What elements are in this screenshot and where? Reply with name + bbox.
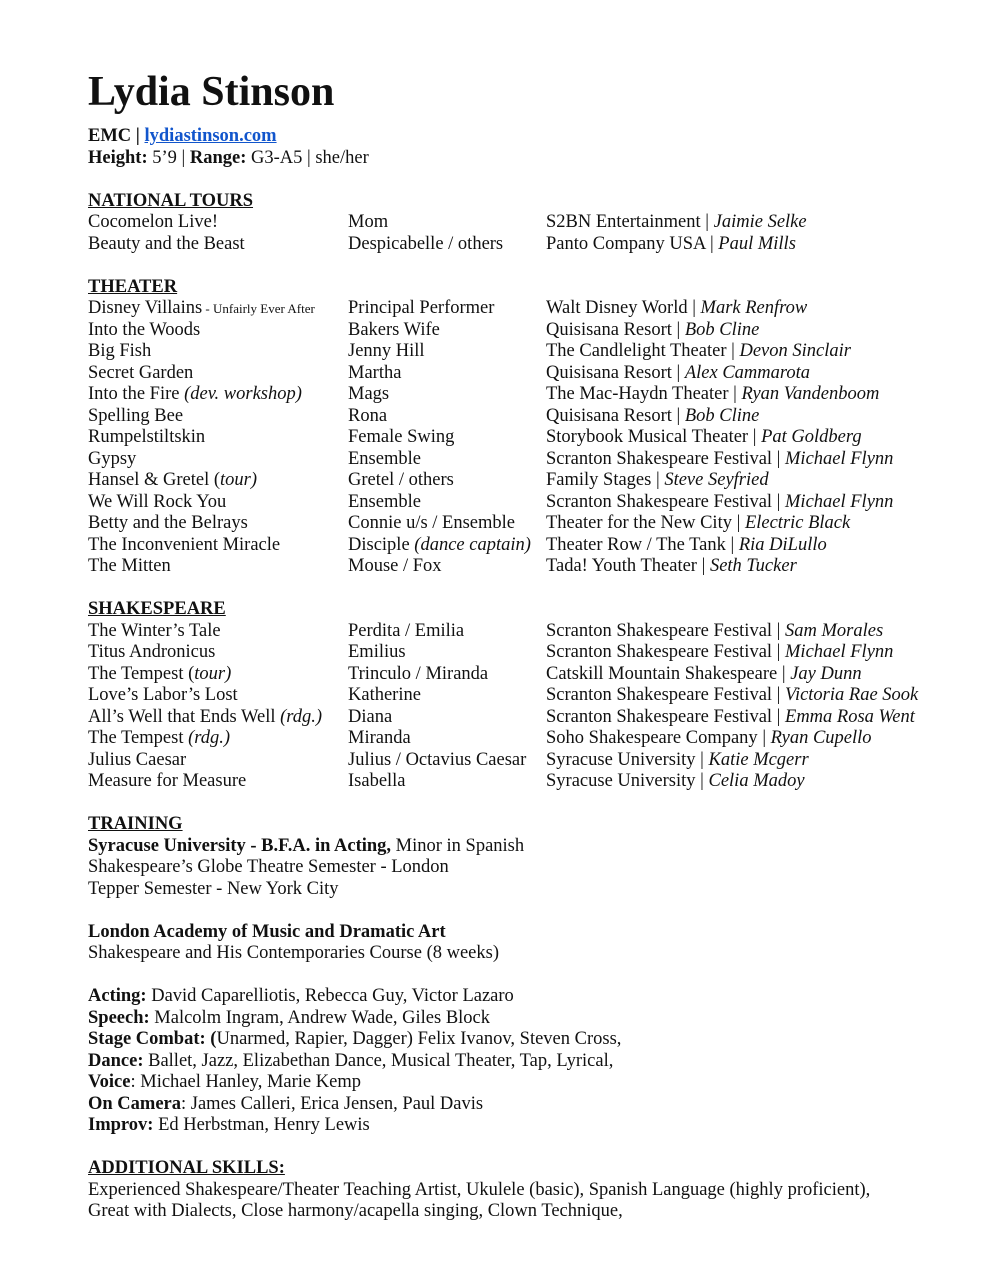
credit-role	[348, 707, 546, 729]
director-name: Victoria Rae Sook	[785, 685, 919, 705]
credit-show	[88, 685, 348, 707]
role-name: Mags	[348, 384, 390, 404]
credit-company	[546, 298, 807, 320]
credit-role	[348, 320, 546, 342]
tours-credits	[88, 212, 968, 255]
credit-role	[348, 298, 546, 320]
show-title: The Mitten	[88, 556, 171, 576]
teacher-names: Malcolm Ingram, Andrew Wade, Giles Block	[149, 1007, 491, 1028]
show-title: Spelling Bee	[88, 405, 184, 426]
credit-role	[348, 492, 546, 514]
credit-row	[88, 384, 968, 406]
credit-show	[88, 341, 348, 363]
credit-row	[88, 212, 968, 234]
role-name: Rona	[348, 405, 388, 426]
credit-show	[88, 513, 348, 535]
director-name: Seth Tucker	[709, 556, 797, 576]
credit-show	[88, 707, 348, 729]
credit-show	[88, 212, 348, 234]
director-name: Pat Goldberg	[761, 427, 862, 447]
director-name: Electric Black	[744, 513, 851, 533]
director-name: Michael Flynn	[785, 642, 894, 662]
credit-company	[546, 234, 796, 256]
training-lamda-course: Shakespeare and His Contemporaries Course (8 weeks)	[88, 943, 499, 963]
show-title: Cocomelon Live!	[88, 212, 218, 232]
separator: |	[777, 663, 791, 684]
credit-row	[88, 513, 968, 535]
credit-company	[546, 664, 862, 686]
show-title: The Tempest (	[88, 663, 195, 684]
show-title: We Will Rock You	[88, 491, 227, 512]
credit-row	[88, 363, 968, 385]
credit-show	[88, 728, 348, 750]
credit-role	[348, 470, 546, 492]
credit-role	[348, 621, 546, 643]
company-name: Storybook Musical Theater	[546, 427, 749, 447]
show-title: Measure for Measure	[88, 771, 247, 791]
credit-company	[546, 750, 809, 772]
section-heading-theater: THEATER	[88, 276, 178, 297]
teacher-row	[88, 1115, 968, 1137]
company-name: Scranton Shakespeare Festival	[546, 685, 773, 705]
credit-role	[348, 535, 546, 557]
credit-role	[348, 384, 546, 406]
training-syracuse	[88, 836, 968, 858]
training-lamda: London Academy of Music and Dramatic Art	[88, 921, 446, 942]
separator: |	[726, 341, 740, 361]
teacher-names: David Caparelliotis, Rebecca Guy, Victor Lazaro	[146, 986, 514, 1006]
separator: |	[772, 642, 786, 662]
teacher-row	[88, 1072, 968, 1094]
company-name: Soho Shakespeare Company	[546, 728, 758, 748]
credit-role	[348, 234, 546, 256]
company-name: Scranton Shakespeare Festival	[546, 706, 773, 727]
teacher-names: : Michael Hanley, Marie Kemp	[130, 1072, 361, 1092]
teacher-row	[88, 1008, 968, 1030]
director-name: Alex Cammarota	[684, 362, 811, 383]
company-name: Scranton Shakespeare Festival	[546, 642, 773, 662]
credit-company	[546, 642, 893, 664]
company-name: Panto Company USA	[546, 233, 706, 254]
separator: |	[705, 233, 719, 254]
credit-row	[88, 728, 968, 750]
credit-row	[88, 427, 968, 449]
credit-show	[88, 771, 348, 793]
director-name: Michael Flynn	[785, 448, 894, 469]
credit-show	[88, 234, 348, 256]
credit-row	[88, 449, 968, 471]
credit-row	[88, 750, 968, 772]
separator: |	[772, 491, 786, 512]
credit-role	[348, 406, 546, 428]
director-name: Steve Seyfried	[664, 470, 769, 490]
director-name: Bob Cline	[684, 319, 760, 340]
company-name: Catskill Mountain Shakespeare	[546, 663, 778, 684]
show-title: Secret Garden	[88, 362, 194, 383]
credit-show	[88, 320, 348, 342]
credit-role	[348, 642, 546, 664]
credit-company	[546, 470, 769, 492]
separator: |	[731, 513, 745, 533]
separator: |	[671, 319, 685, 340]
company-name: S2BN Entertainment	[546, 212, 701, 232]
director-name: Devon Sinclair	[739, 341, 851, 361]
show-title: Beauty and the Beast	[88, 233, 245, 254]
credit-company	[546, 535, 827, 557]
credit-show	[88, 556, 348, 578]
separator: |	[651, 470, 665, 490]
separator: |	[772, 685, 786, 705]
role-name: Jenny Hill	[348, 341, 425, 361]
credit-row	[88, 556, 968, 578]
skills-line-2: Great with Dialects, Close harmony/acapella singing, Clown Technique,	[88, 1201, 623, 1221]
show-subtitle: - Unfairly Ever After	[202, 301, 315, 316]
separator: |	[687, 298, 701, 318]
training-globe: Shakespeare’s Globe Theatre Semester - London	[88, 857, 449, 877]
credit-row	[88, 642, 968, 664]
director-name: Ryan Cupello	[770, 728, 872, 748]
credit-row	[88, 341, 968, 363]
company-name: Theater for the New City	[546, 513, 732, 533]
section-heading-skills: ADDITIONAL SKILLS:	[88, 1158, 285, 1178]
separator: |	[695, 771, 709, 791]
credit-role	[348, 728, 546, 750]
show-title: Hansel & Gretel (	[88, 470, 221, 490]
show-title: Titus Andronicus	[88, 642, 216, 662]
show-title: Big Fish	[88, 341, 152, 361]
credit-show	[88, 492, 348, 514]
role-name: Diana	[348, 706, 393, 727]
role-name: Perdita / Emilia	[348, 620, 465, 641]
resume-content	[88, 66, 968, 1223]
credit-company	[546, 513, 850, 535]
separator: |	[695, 749, 709, 770]
credit-company	[546, 449, 893, 471]
role-name: Bakers Wife	[348, 319, 440, 340]
credit-company	[546, 320, 759, 342]
credit-company	[546, 771, 805, 793]
credit-role	[348, 341, 546, 363]
director-name: Emma Rosa Went	[785, 706, 915, 727]
director-name: Sam Morales	[785, 620, 884, 641]
credit-role	[348, 427, 546, 449]
credit-show	[88, 750, 348, 772]
show-title: Love’s Labor’s Lost	[88, 685, 238, 705]
show-title: Julius Caesar	[88, 749, 187, 770]
role-name: Trinculo / Miranda	[348, 663, 489, 684]
credit-company	[546, 556, 797, 578]
contact-line	[88, 126, 968, 148]
show-note: tour)	[194, 663, 232, 684]
credit-show	[88, 621, 348, 643]
role-name: Emilius	[348, 642, 406, 662]
credit-show	[88, 298, 348, 320]
role-name: Despicabelle / others	[348, 233, 504, 254]
training-syracuse-degree: Syracuse University - B.F.A. in Acting,	[88, 835, 392, 856]
credit-row	[88, 771, 968, 793]
company-name: The Candlelight Theater	[546, 341, 727, 361]
credit-row	[88, 470, 968, 492]
credit-company	[546, 728, 872, 750]
discipline-label: Dance:	[88, 1050, 144, 1071]
credit-role	[348, 556, 546, 578]
credit-row	[88, 406, 968, 428]
show-note: (rdg.)	[188, 728, 231, 748]
credit-row	[88, 707, 968, 729]
show-title: Gypsy	[88, 448, 137, 469]
candidate-name: Lydia Stinson	[88, 69, 335, 115]
company-name: Syracuse University	[546, 749, 696, 770]
teacher-names: Ballet, Jazz, Elizabethan Dance, Musical Theater, Tap, Lyrical,	[143, 1050, 614, 1071]
director-name: Jay Dunn	[790, 663, 862, 684]
union-status: EMC	[88, 126, 132, 146]
director-name: Mark Renfrow	[700, 298, 808, 318]
section-heading-tours: NATIONAL TOURS	[88, 190, 254, 211]
credit-company	[546, 341, 851, 363]
credit-role	[348, 664, 546, 686]
credit-row	[88, 492, 968, 514]
section-heading-shakespeare: SHAKESPEARE	[88, 599, 226, 619]
role-name: Miranda	[348, 728, 411, 748]
teacher-names: : James Calleri, Erica Jensen, Paul Davis	[181, 1093, 484, 1114]
role-note: (dance captain)	[414, 534, 531, 555]
show-note: tour)	[220, 470, 258, 490]
separator: |	[696, 556, 710, 576]
role-name: Katherine	[348, 685, 421, 705]
training-tepper: Tepper Semester - New York City	[88, 878, 339, 899]
credit-role	[348, 449, 546, 471]
credit-row	[88, 234, 968, 256]
separator: |	[772, 448, 786, 469]
company-name: Theater Row / The Tank	[546, 534, 726, 555]
show-title: The Tempest	[88, 728, 189, 748]
training-syracuse-minor: Minor in Spanish	[391, 835, 525, 856]
director-name: Ryan Vandenboom	[741, 384, 880, 404]
separator: |	[131, 126, 145, 146]
credit-row	[88, 664, 968, 686]
company-name: Scranton Shakespeare Festival	[546, 620, 773, 641]
separator: |	[772, 706, 786, 727]
height-value: 5’9 |	[147, 147, 190, 168]
skills-line-1: Experienced Shakespeare/Theater Teaching Artist, Ukulele (basic), Spanish Language (highly proficient),	[88, 1179, 871, 1200]
teacher-row	[88, 1029, 968, 1051]
credit-company	[546, 212, 807, 234]
show-note: (dev. workshop)	[184, 384, 302, 404]
director-name: Jaimie Selke	[713, 212, 807, 232]
director-name: Bob Cline	[684, 405, 760, 426]
theater-credits	[88, 298, 968, 578]
company-name: Syracuse University	[546, 771, 696, 791]
show-title: Disney Villains	[88, 298, 203, 318]
teacher-row	[88, 1051, 968, 1073]
role-name: Martha	[348, 362, 402, 383]
range-value: G3-A5 | she/her	[246, 147, 369, 168]
credit-role	[348, 771, 546, 793]
teacher-row	[88, 1094, 968, 1116]
role-name: Ensemble	[348, 491, 421, 512]
credit-show	[88, 363, 348, 385]
show-note: (rdg.)	[280, 706, 323, 727]
separator: |	[728, 384, 742, 404]
credit-role	[348, 750, 546, 772]
role-name: Female Swing	[348, 427, 455, 447]
role-name: Ensemble	[348, 448, 421, 469]
company-name: Quisisana Resort	[546, 362, 672, 383]
credit-show	[88, 449, 348, 471]
separator: |	[725, 534, 739, 555]
company-name: Scranton Shakespeare Festival	[546, 448, 773, 469]
shakespeare-credits	[88, 621, 968, 793]
range-label: Range:	[189, 147, 247, 168]
height-label: Height:	[88, 147, 148, 168]
stats-line	[88, 148, 968, 170]
show-title: Betty and the Belrays	[88, 513, 248, 533]
credit-show	[88, 427, 348, 449]
company-name: Quisisana Resort	[546, 405, 672, 426]
credit-company	[546, 685, 918, 707]
credit-row	[88, 320, 968, 342]
company-name: Walt Disney World	[546, 298, 688, 318]
role-name: Disciple	[348, 534, 415, 555]
credit-show	[88, 406, 348, 428]
separator: |	[671, 362, 685, 383]
teacher-row	[88, 986, 968, 1008]
director-name: Katie Mcgerr	[708, 749, 809, 770]
separator: |	[671, 405, 685, 426]
credit-row	[88, 621, 968, 643]
discipline-label: Stage Combat: (	[88, 1029, 217, 1049]
discipline-label: Speech:	[88, 1007, 150, 1028]
show-title: All’s Well that Ends Well	[88, 706, 281, 727]
show-title: Into the Woods	[88, 319, 201, 340]
role-name: Mouse / Fox	[348, 556, 442, 576]
role-name: Mom	[348, 212, 389, 232]
website-link[interactable]: lydiastinson.com	[144, 126, 277, 146]
separator: |	[772, 620, 786, 641]
credit-row	[88, 685, 968, 707]
credit-company	[546, 492, 893, 514]
teachers-list	[88, 986, 968, 1137]
role-name: Principal Performer	[348, 298, 495, 318]
show-title: Into the Fire	[88, 384, 185, 404]
credit-company	[546, 384, 879, 406]
discipline-label: On Camera	[88, 1093, 181, 1114]
separator: |	[757, 728, 771, 748]
credit-row	[88, 298, 968, 320]
credit-company	[546, 707, 915, 729]
credit-role	[348, 685, 546, 707]
discipline-label: Voice	[88, 1072, 131, 1092]
section-heading-training: TRAINING	[88, 814, 183, 834]
show-title: Rumpelstiltskin	[88, 427, 206, 447]
teacher-names: Unarmed, Rapier, Dagger) Felix Ivanov, Steven Cross,	[216, 1029, 622, 1049]
role-name: Julius / Octavius Caesar	[348, 749, 527, 770]
credit-company	[546, 363, 810, 385]
role-name: Gretel / others	[348, 470, 454, 490]
role-name: Isabella	[348, 771, 406, 791]
credit-company	[546, 406, 759, 428]
credit-role	[348, 363, 546, 385]
director-name: Celia Madoy	[708, 771, 805, 791]
company-name: Tada! Youth Theater	[546, 556, 697, 576]
credit-show	[88, 664, 348, 686]
credit-show	[88, 642, 348, 664]
credit-row	[88, 535, 968, 557]
director-name: Ria DiLullo	[738, 534, 827, 555]
role-name: Connie u/s / Ensemble	[348, 513, 515, 533]
discipline-label: Acting:	[88, 986, 147, 1006]
credit-show	[88, 470, 348, 492]
separator: |	[700, 212, 714, 232]
show-title: The Inconvenient Miracle	[88, 534, 281, 555]
teacher-names: Ed Herbstman, Henry Lewis	[153, 1115, 370, 1135]
director-name: Michael Flynn	[785, 491, 894, 512]
separator: |	[748, 427, 762, 447]
credit-show	[88, 535, 348, 557]
company-name: Quisisana Resort	[546, 319, 672, 340]
director-name: Paul Mills	[718, 233, 796, 254]
company-name: Family Stages	[546, 470, 652, 490]
credit-role	[348, 212, 546, 234]
company-name: Scranton Shakespeare Festival	[546, 491, 773, 512]
company-name: The Mac-Haydn Theater	[546, 384, 729, 404]
credit-show	[88, 384, 348, 406]
credit-role	[348, 513, 546, 535]
credit-company	[546, 427, 862, 449]
credit-company	[546, 621, 883, 643]
show-title: The Winter’s Tale	[88, 620, 221, 641]
discipline-label: Improv:	[88, 1115, 154, 1135]
